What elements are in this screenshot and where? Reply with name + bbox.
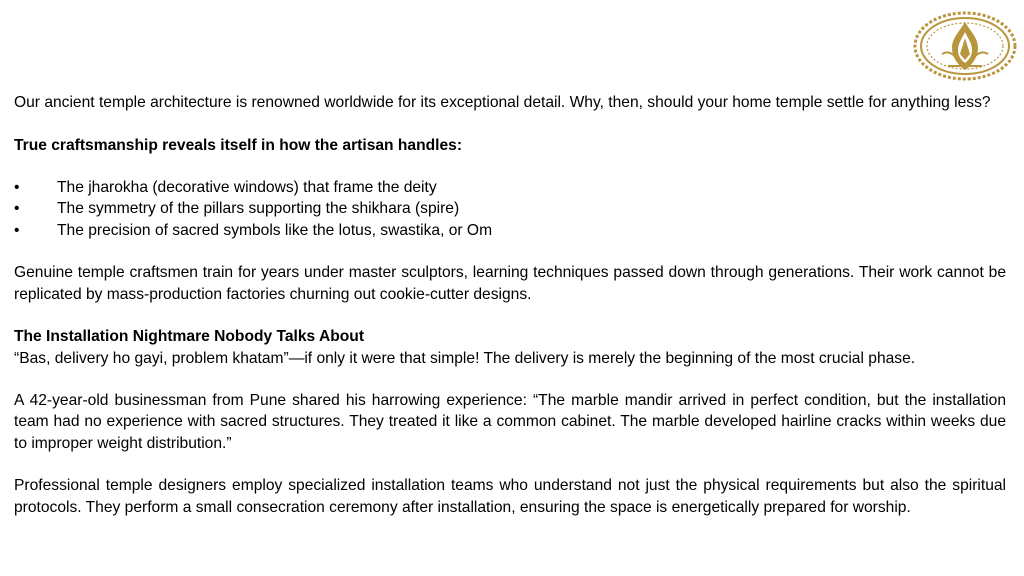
professional-paragraph: Professional temple designers employ specialized installation teams who understand not just the physical requirements but also the spiritual protocols. They perform a small consecration ceremony after installation, ensuring the space is energetically prepared for worship. — [14, 477, 1006, 516]
list-item — [14, 220, 1006, 241]
list-item — [14, 198, 1006, 219]
bullet-marker: • — [14, 200, 20, 218]
craftsmen-paragraph: Genuine temple craftsmen train for years under master sculptors, learning techniques passed down through generations. Their work cannot be replicated by mass-production factories churning out cookie-cutter designs. — [14, 264, 1006, 303]
list-item-text: The symmetry of the pillars supporting the shikhara (spire) — [57, 200, 460, 218]
article-body — [14, 92, 1006, 518]
list-item-text: The precision of sacred symbols like the lotus, swastika, or Om — [57, 221, 493, 239]
intro-paragraph: Our ancient temple architecture is renowned worldwide for its exceptional detail. Why, then, should your home temple settle for anything less? — [14, 94, 991, 111]
bullet-marker: • — [14, 221, 20, 239]
temple-emblem-icon — [912, 10, 1018, 82]
craftsmanship-heading: True craftsmanship reveals itself in how the artisan handles: — [14, 136, 463, 154]
testimonial-paragraph: A 42-year-old businessman from Pune shared his harrowing experience: “The marble mandir arrived in perfect condition, but the installation team had no experience with sacred structures. They treated it like a common cabinet. The marble developed hairline cracks within weeks due to improper weight distribution.” — [14, 392, 1006, 452]
craft-bullet-list — [14, 177, 1006, 241]
list-item-text: The jharokha (decorative windows) that frame the deity — [57, 179, 437, 197]
list-item — [14, 177, 1006, 198]
installation-quote-paragraph: “Bas, delivery ho gayi, problem khatam”—if only it were that simple! The delivery is merely the beginning of the most crucial phase. — [14, 349, 916, 367]
bullet-marker: • — [14, 179, 20, 197]
installation-heading: The Installation Nightmare Nobody Talks About — [14, 328, 365, 346]
